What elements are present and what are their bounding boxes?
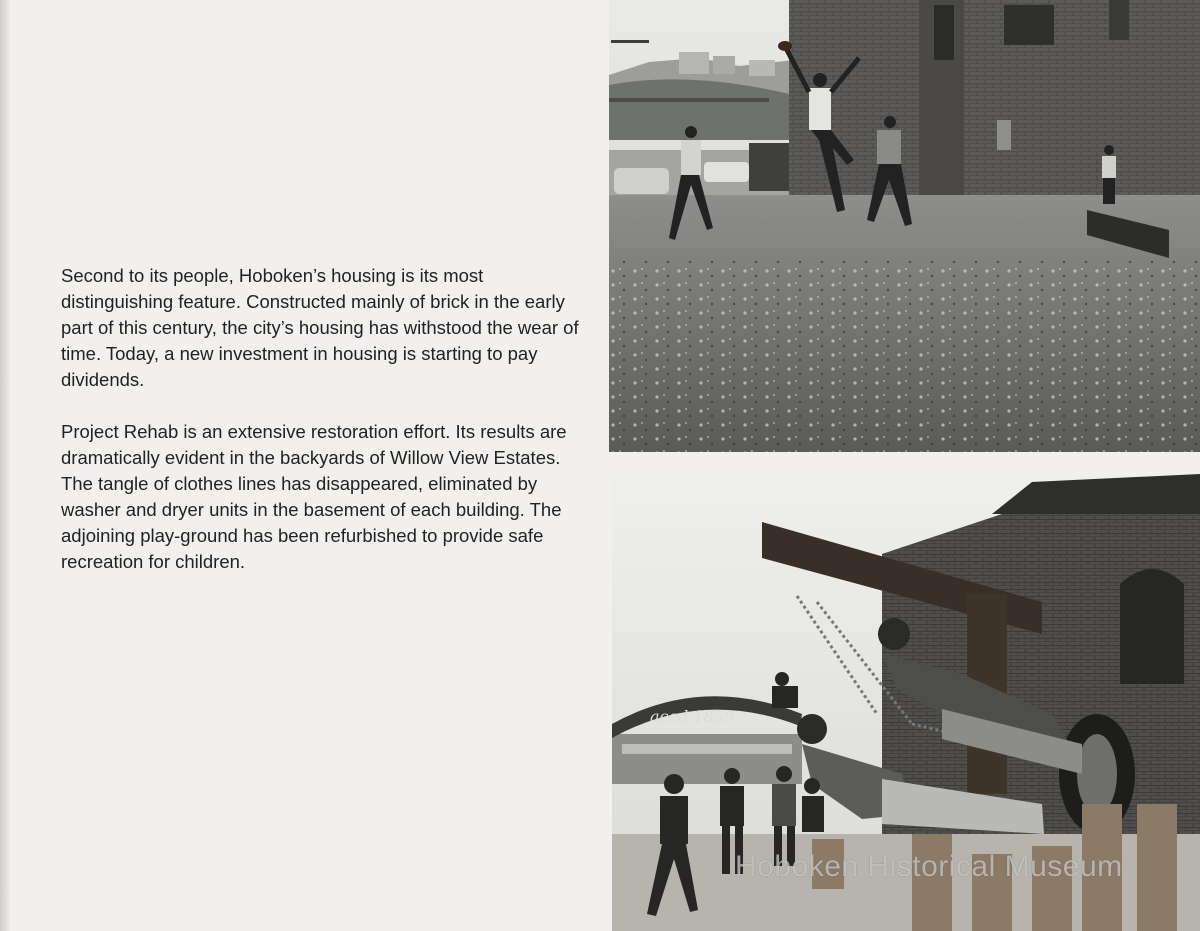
paragraph-housing: Second to its people, Hoboken’s housing is its most distinguishing feature. Constructed mainly of brick in the early part of this century, the city’s housing has withstood the wear of time. Today, a new investment in housing is starting to pay dividends.	[61, 265, 579, 390]
page-gutter-shadow	[0, 0, 10, 931]
paragraph-project-rehab: Project Rehab is an extensive restoration effort. Its results are dramatically evident in the backyards of Willow View Estates. The tangle of clothes lines has disappeared, eliminated by washer and dryer units in the basement of each building. The adjoining play-ground has been refurbished to provide safe recreation for children.	[61, 421, 567, 572]
watermark: Hoboken Historical Museum	[735, 850, 1123, 883]
football-lot-illustration	[609, 0, 1200, 452]
body-text	[61, 263, 586, 601]
arch-sign-text: aced 1859	[650, 707, 735, 726]
photo-football-lot	[609, 0, 1200, 452]
